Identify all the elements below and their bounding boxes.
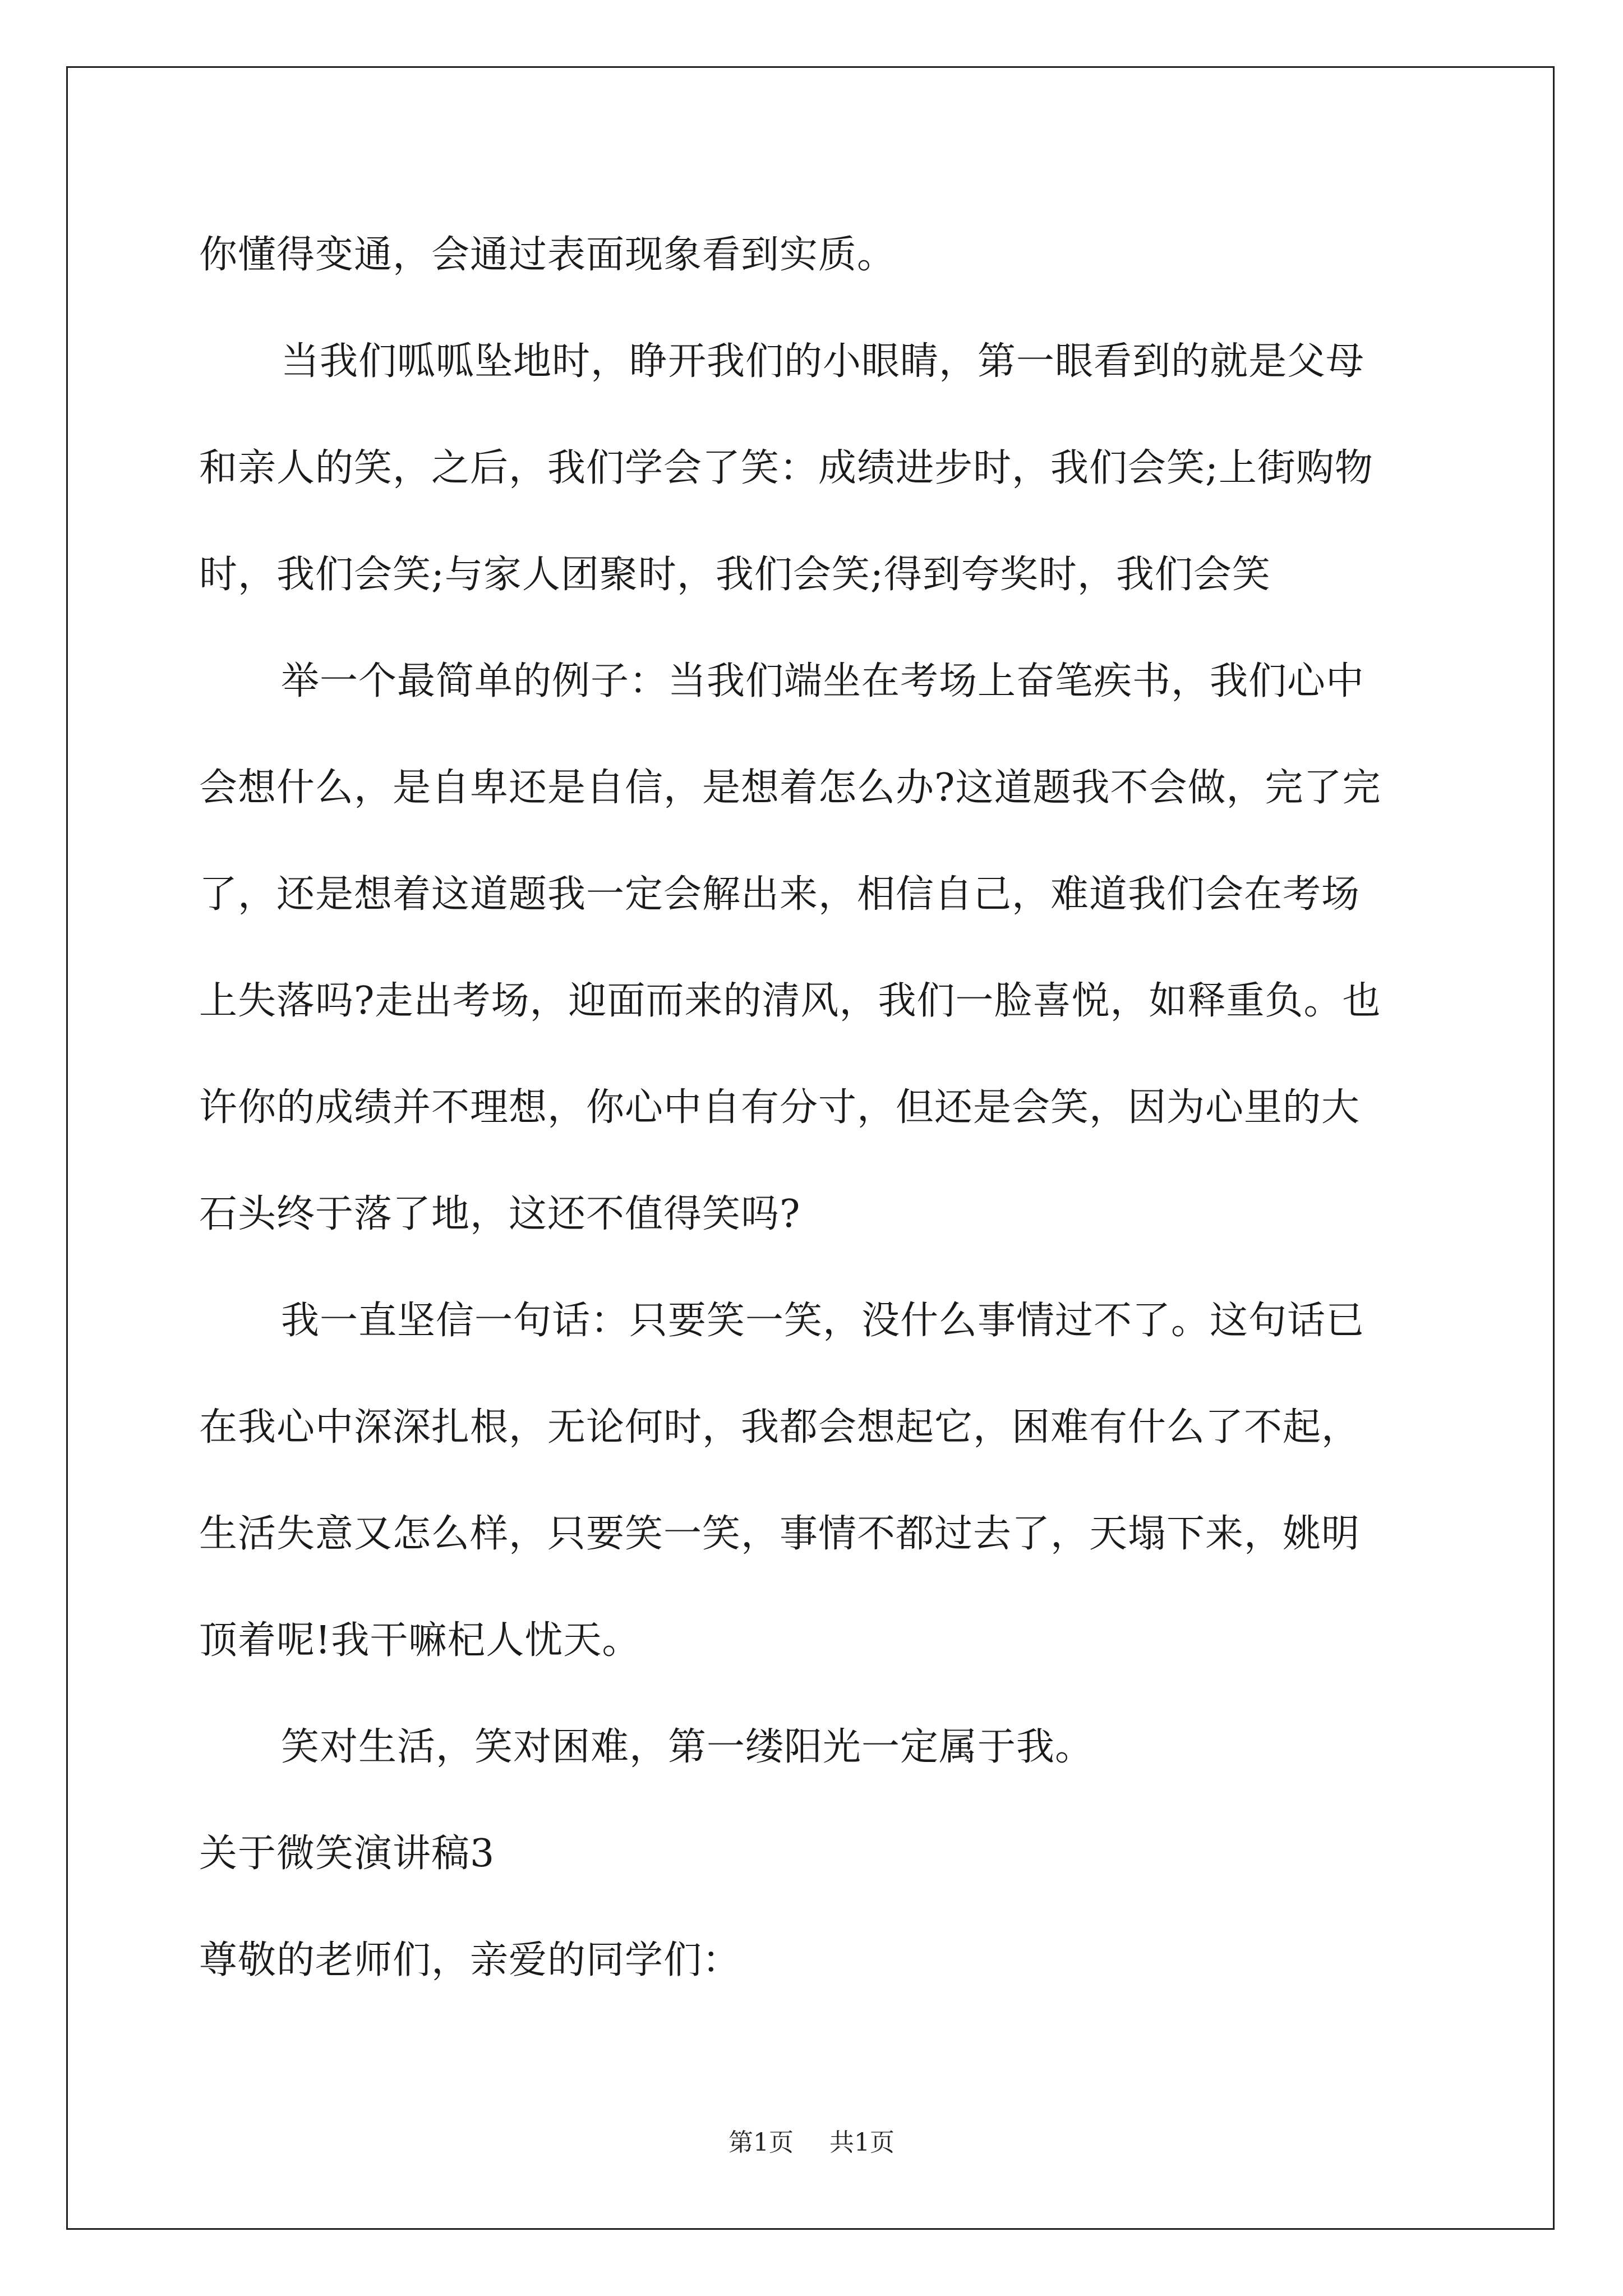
text-line: 时，我们会笑;与家人团聚时，我们会笑;得到夸奖时，我们会笑	[199, 553, 1271, 597]
text-line: 笑对生活，笑对困难，第一缕阳光一定属于我。	[281, 1725, 1094, 1769]
text-line: 了，还是想着这道题我一定会解出来，相信自己，难道我们会在考场	[199, 872, 1361, 917]
page-total: 共1页	[829, 2128, 895, 2157]
text-line: 我一直坚信一句话：只要笑一笑，没什么事情过不了。这句话已	[281, 1299, 1365, 1343]
text-line: 许你的成绩并不理想，你心中自有分寸，但还是会笑，因为心里的大	[199, 1085, 1361, 1130]
salutation: 尊敬的老师们，亲爱的同学们：	[199, 1938, 741, 1982]
text-line: 顶着呢!我干嘛杞人忧天。	[199, 1618, 641, 1663]
text-line: 生活失意又怎么样，只要笑一笑，事情不都过去了，天塌下来，姚明	[199, 1512, 1361, 1556]
page-footer	[0, 2126, 1623, 2160]
page-number: 第1页	[728, 2128, 794, 2157]
section-heading: 关于微笑演讲稿3	[199, 1832, 495, 1876]
text-line: 举一个最简单的例子：当我们端坐在考场上奋笔疾书，我们心中	[281, 659, 1365, 703]
text-line: 和亲人的笑，之后，我们学会了笑：成绩进步时，我们会笑;上街购物	[199, 446, 1373, 490]
text-line: 你懂得变通，会通过表面现象看到实质。	[199, 233, 896, 277]
document-body	[199, 202, 1424, 2014]
text-line: 石头终于落了地，这还不值得笑吗?	[199, 1192, 801, 1236]
text-line: 上失落吗?走出考场，迎面而来的清风，我们一脸喜悦，如释重负。也	[199, 979, 1381, 1023]
text-line: 在我心中深深扎根，无论何时，我都会想起它，困难有什么了不起，	[199, 1405, 1361, 1450]
text-line: 当我们呱呱坠地时，睁开我们的小眼睛，第一眼看到的就是父母	[281, 339, 1365, 384]
text-line: 会想什么，是自卑还是自信，是想着怎么办?这道题我不会做，完了完	[199, 766, 1381, 810]
